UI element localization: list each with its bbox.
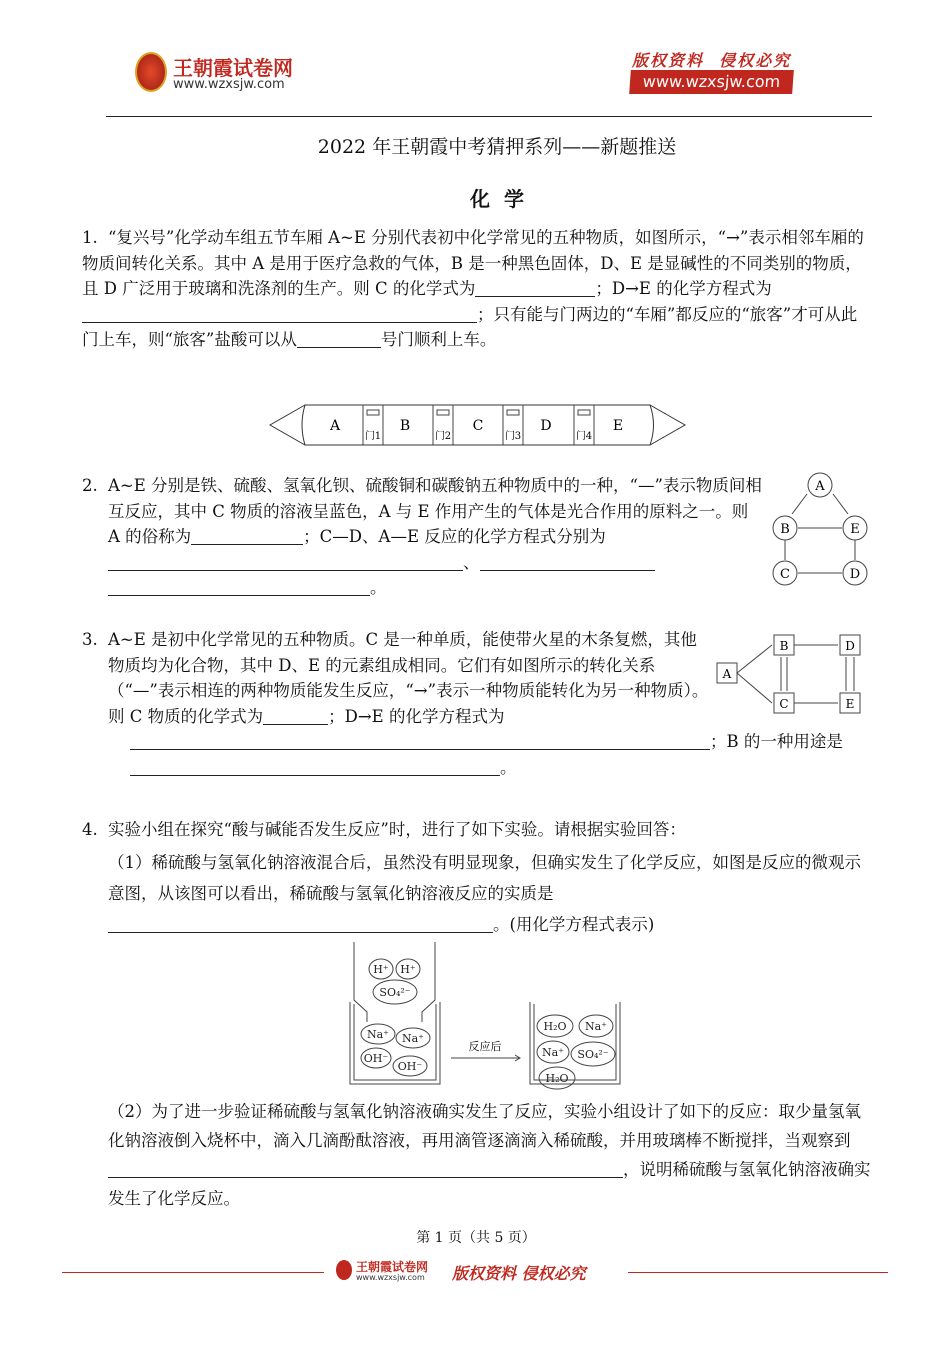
question-number: 2. <box>82 476 98 495</box>
node-B: B <box>780 522 790 537</box>
q2-blank-3[interactable] <box>480 552 655 571</box>
question-2 <box>82 473 762 601</box>
node-C: C <box>780 567 790 582</box>
q4-blank-2[interactable] <box>108 1159 623 1178</box>
door-window-icon <box>507 410 519 415</box>
arrow-label: 反应后 <box>468 1040 502 1053</box>
logo-seal-icon <box>336 1260 352 1280</box>
ion-label: H₂O <box>543 1020 567 1033</box>
car-B: B <box>399 418 411 434</box>
microscopic-reaction-diagram <box>345 942 625 1090</box>
q1-text-2: ；D→E 的化学方程式为 <box>595 279 772 298</box>
q3-text-3: ；B 的一种用途是 <box>710 732 843 751</box>
footer-logo-name: 王朝霞试卷网 <box>356 1260 429 1274</box>
ion-label: Na⁺ <box>585 1020 607 1033</box>
q2-relation-diagram <box>765 468 875 590</box>
node-E: E <box>845 697 855 711</box>
car-D: D <box>540 418 552 434</box>
q2-blank-2[interactable] <box>108 552 463 571</box>
ion-label: OH⁻ <box>397 1060 423 1073</box>
ion-label: H₂O <box>545 1072 569 1085</box>
ion-label: Na⁺ <box>367 1028 389 1041</box>
door-window-icon <box>437 410 449 415</box>
q3-text: A~E 是初中化学常见的五种物质。C 是一种单质，能使带火星的木条复燃，其他物质均为化合物，其中 D、E 的元素组成相同。它们有如图所示的转化关系（“—”表示相连的两种物质能发生反应，“→”表示一种物质能转化为另一种物质）。则 C 物质的化学式为 <box>108 630 709 726</box>
question-1 <box>82 225 872 353</box>
footer-copyright: 版权资料 侵权必究 <box>452 1264 586 1283</box>
node-D: D <box>849 567 861 582</box>
q4-part2-text-2: ，说明稀硫酸与氢氧化钠溶液确实发生了化学反应。 <box>108 1160 871 1208</box>
q4-part1-text: （1）稀硫酸与氢氧化钠溶液混合后，虽然没有明显现象，但确实发生了化学反应，如图是反应的微观示意图，从该图可以看出，稀硫酸与氢氧化钠溶液反应的实质是 <box>108 852 861 903</box>
q3-text-2: ；D→E 的化学方程式为 <box>328 706 505 726</box>
door-window-icon <box>578 410 590 415</box>
door-label: 门4 <box>575 431 593 442</box>
url-badge: www.wzxsjw.com <box>629 70 794 94</box>
q2-text-3: 、 <box>463 552 480 572</box>
car-C: C <box>472 418 484 434</box>
ion-label: OH⁻ <box>363 1052 389 1065</box>
q1-blank-2[interactable] <box>82 304 477 323</box>
footer-logo-url: www.wzxsjw.com <box>356 1273 425 1282</box>
q1-blank-1[interactable] <box>475 278 595 297</box>
node-D: D <box>845 639 855 653</box>
ion-label: H⁺ <box>400 963 416 976</box>
node-A: A <box>815 479 825 494</box>
page-number: 第 1 页（共 5 页） <box>416 1230 536 1246</box>
q1-text-3: ；只有能与门两边的“车厢”都反应的“旅客”才可从此门上车，则“旅客”盐酸可以从 <box>82 304 858 349</box>
door-label: 门1 <box>364 431 382 442</box>
q4-intro: 实验小组在探究“酸与碱能否发生反应”时，进行了如下实验。请根据实验回答： <box>108 820 686 839</box>
door-window-icon <box>367 410 379 415</box>
q1-blank-3[interactable] <box>297 329 381 348</box>
logo-seal-icon <box>135 52 167 92</box>
node-B: B <box>779 639 789 653</box>
q3-blank-1[interactable] <box>263 706 328 725</box>
q1-text-4: 号门顺利上车。 <box>380 330 497 349</box>
node-A: A <box>722 667 732 681</box>
q3-blank-2[interactable] <box>130 731 710 750</box>
ion-label: SO₄²⁻ <box>379 986 411 999</box>
page-title: 2022 年王朝霞中考猜押系列——新题推送 <box>317 136 677 158</box>
door-label: 门3 <box>504 431 522 442</box>
ion-label: Na⁺ <box>542 1046 564 1059</box>
q4-blank-1[interactable] <box>108 914 493 933</box>
train-diagram <box>265 402 690 448</box>
ion-label: Na⁺ <box>402 1032 424 1045</box>
question-4 <box>82 817 872 940</box>
q2-blank-1[interactable] <box>191 526 303 545</box>
q4-part2-text: （2）为了进一步验证稀硫酸与氢氧化钠溶液确实发生了反应，实验小组设计了如下的反应：取少量氢氧化钠溶液倒入烧杯中，滴入几滴酚酞溶液，再用滴管逐滴滴入稀硫酸，并用玻璃棒不断搅拌，当观察到 <box>108 1102 861 1150</box>
q3-relation-diagram <box>712 630 874 718</box>
q2-text: A~E 分别是铁、硫酸、氢氧化钡、硫酸铜和碳酸钠五种物质中的一种，“—”表示物质间相互反应，其中 C 物质的溶液呈蓝色，A 与 E 作用产生的气体是光合作用的原料之一。则 A 的俗称为 <box>108 476 762 546</box>
node-E: E <box>850 522 860 537</box>
logo-url: www.wzxsjw.com <box>173 77 285 92</box>
q3-blank-3[interactable] <box>130 757 500 776</box>
q3-text-4: 。 <box>500 757 517 777</box>
q2-blank-4[interactable] <box>108 577 370 596</box>
footer-line-right <box>628 1272 888 1273</box>
question-number: 4. <box>82 820 98 839</box>
question-number: 1. <box>82 228 98 247</box>
car-E: E <box>612 418 624 434</box>
ion-label: H⁺ <box>373 963 389 976</box>
door-label: 门2 <box>434 431 452 442</box>
q2-text-2: ；C—D、A—E 反应的化学方程式分别为 <box>303 527 606 546</box>
q4-part1-note: 。(用化学方程式表示) <box>493 914 655 934</box>
header-divider <box>106 116 872 117</box>
question-4-part-2 <box>82 1097 872 1213</box>
q2-text-4: 。 <box>370 578 387 597</box>
subject-heading: 化 学 <box>470 187 524 211</box>
ion-label: SO₄²⁻ <box>577 1048 609 1061</box>
footer-line-left <box>62 1272 324 1273</box>
car-A: A <box>329 418 341 434</box>
node-C: C <box>779 697 789 711</box>
question-number: 3. <box>82 630 98 649</box>
logo-name: 王朝霞试卷网 <box>173 56 293 80</box>
q1-text: “复兴号”化学动车组五节车厢 A~E 分别代表初中化学常见的五种物质，如图所示，“→”表示相邻车厢的物质间转化关系。其中 A 是用于医疗急救的气体，B 是一种黑色固体，D、E 是显碱性的不同类别的物质，且 D 广泛用于玻璃和洗涤剂的生产。则 C 的化学式为 <box>82 228 864 298</box>
copyright-notice: 版权资料 侵权必究 <box>632 51 792 70</box>
